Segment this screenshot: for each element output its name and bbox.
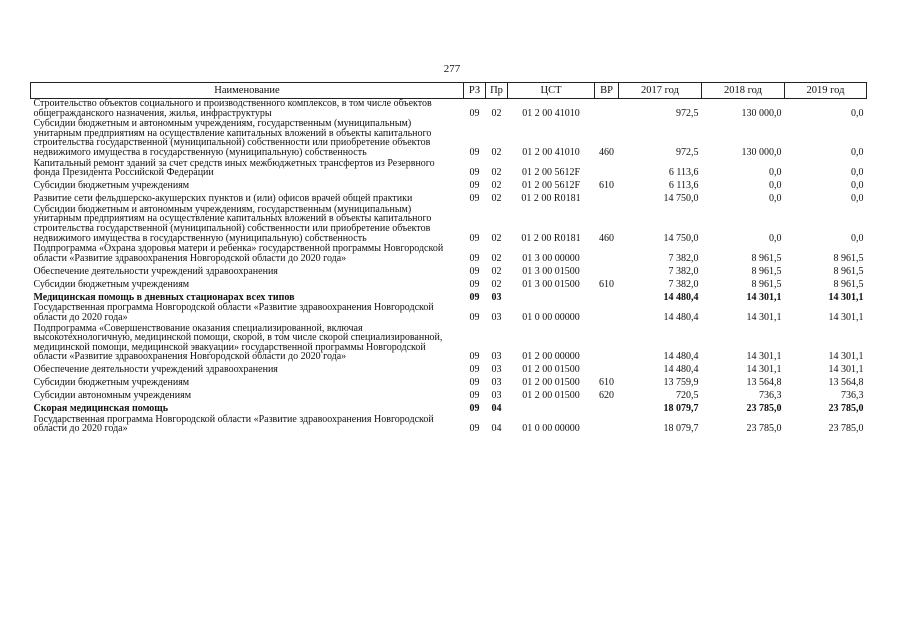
row-cst: 01 0 00 00000	[522, 311, 580, 323]
row-2019: 0,0	[851, 146, 864, 158]
row-cst: 01 2 00 5612F	[521, 180, 581, 192]
row-2017: 14 480,4	[663, 311, 699, 323]
row-2019: 8 961,5	[833, 252, 864, 264]
row-cst: 01 2 00 41010	[522, 146, 580, 158]
row-name: Субсидии бюджетным учреждениям	[33, 278, 190, 290]
row-cst: 01 2 00 41010	[522, 107, 580, 119]
row-cst: 01 0 00 00000	[522, 423, 580, 435]
row-pr: 03	[491, 351, 502, 363]
row-2017: 7 382,0	[668, 278, 699, 290]
row-2017: 7 382,0	[668, 265, 699, 277]
row-rz: 09	[469, 180, 480, 192]
row-name: Субсидии автономным учреждениям	[33, 390, 192, 402]
row-rz: 09	[469, 351, 480, 363]
row-name: Государственная программа Новгородской области «Развитие здравоохранения Новгородской области до 2020 года»	[33, 302, 434, 323]
row-pr: 03	[491, 390, 502, 402]
table-row	[31, 324, 867, 363]
row-vr	[595, 99, 619, 120]
row-name: Скорая медицинская помощь	[33, 403, 168, 415]
row-vr: 610	[599, 180, 614, 192]
row-vr	[595, 303, 619, 323]
row-rz: 09	[469, 403, 480, 415]
row-2019: 0,0	[851, 180, 864, 192]
row-name: Медицинская помощь в дневных стационарах всех типов	[33, 291, 295, 303]
row-vr	[595, 363, 619, 376]
table-row	[31, 192, 867, 205]
row-name: Субсидии бюджетным учреждениям	[33, 180, 190, 192]
row-2017: 18 079,7	[663, 403, 699, 415]
row-cst: 01 2 00 R0181	[521, 232, 581, 244]
row-2017: 972,5	[676, 146, 699, 158]
row-vr: 610	[599, 377, 614, 389]
table-row	[31, 244, 867, 264]
row-pr: 03	[491, 291, 502, 303]
column-header-2017: 2017 год	[619, 83, 702, 99]
row-vr: 620	[599, 390, 614, 402]
row-2018: 14 301,1	[746, 291, 782, 303]
row-cst: 01 2 00 R0181	[521, 193, 581, 205]
row-rz: 09	[469, 423, 480, 435]
column-header-rz: РЗ	[464, 83, 486, 99]
row-vr	[595, 192, 619, 205]
row-2018: 14 301,1	[746, 364, 782, 376]
row-name: Субсидии бюджетным и автономным учреждениям, государственным (муниципальным) унитарным предприятиям на осуществление капитальных вложений в объекты капитального строительства государственной (муниципальной) собственности или приобретение объектов недвижимого имущества в государственную (муниципальную) собственность	[33, 203, 432, 244]
table-row	[31, 159, 867, 179]
row-2019: 736,3	[841, 390, 864, 402]
row-2017: 6 113,6	[668, 180, 699, 192]
table-row	[31, 376, 867, 389]
row-rz: 09	[469, 291, 480, 303]
row-2018: 0,0	[769, 193, 782, 205]
row-2017: 14 480,4	[663, 351, 699, 363]
table-row	[31, 389, 867, 402]
row-2019: 0,0	[851, 232, 864, 244]
row-rz: 09	[469, 146, 480, 158]
row-pr: 03	[491, 311, 502, 323]
row-2019: 14 301,1	[828, 291, 864, 303]
row-2019: 0,0	[851, 193, 864, 205]
row-vr: 460	[599, 232, 614, 244]
table-row	[31, 264, 867, 277]
row-2019: 14 301,1	[828, 364, 864, 376]
row-2017: 18 079,7	[663, 423, 699, 435]
row-rz: 09	[469, 278, 480, 290]
row-2018: 0,0	[769, 232, 782, 244]
row-2018: 8 961,5	[751, 278, 782, 290]
row-rz: 09	[469, 167, 480, 179]
table-row	[31, 205, 867, 244]
row-name: Субсидии бюджетным и автономным учреждениям, государственным (муниципальным) унитарным предприятиям на осуществление капитальных вложений в объекты капитального строительства государственной (муниципальной) собственности или приобретение объектов недвижимого имущества в государственную (муниципальную) собственность	[33, 118, 432, 158]
row-cst	[508, 402, 595, 415]
row-name: Подпрограмма «Охрана здоровья матери и ребенка» государственной программы Новгородской области «Развитие здравоохранения Новгородской области до 2020 года»	[33, 243, 444, 264]
row-name: Обеспечение деятельности учреждений здравоохранения	[33, 364, 278, 376]
table-row	[31, 99, 867, 120]
row-2019: 23 785,0	[828, 403, 864, 415]
row-pr: 04	[491, 423, 502, 435]
table-row	[31, 179, 867, 192]
row-rz: 09	[469, 252, 480, 264]
row-name: Капитальный ремонт зданий за счет средств иных межбюджетных трансфертов из Резервного фонда Президента Российской Федерации	[33, 157, 435, 179]
row-cst: 01 2 00 01500	[522, 390, 580, 402]
row-vr: 460	[599, 146, 614, 158]
row-vr	[595, 324, 619, 363]
row-name: Субсидии бюджетным учреждениям	[33, 377, 190, 389]
row-cst: 01 3 00 01500	[522, 278, 580, 290]
row-cst: 01 2 00 00000	[522, 351, 580, 363]
row-rz: 09	[469, 364, 480, 376]
table-body	[31, 99, 867, 436]
row-2018: 23 785,0	[746, 403, 782, 415]
row-rz: 09	[469, 390, 480, 402]
row-pr: 02	[491, 146, 502, 158]
row-cst: 01 2 00 01500	[522, 377, 580, 389]
row-2017: 14 480,4	[663, 291, 699, 303]
row-2018: 13 564,8	[746, 377, 782, 389]
column-header-2018: 2018 год	[702, 83, 785, 99]
row-2019: 13 564,8	[828, 377, 864, 389]
row-name: Государственная программа Новгородской области «Развитие здравоохранения Новгородской области до 2020 года»	[33, 413, 434, 435]
table-row	[31, 363, 867, 376]
row-2017: 7 382,0	[668, 252, 699, 264]
row-2017: 14 480,4	[663, 364, 699, 376]
row-cst: 01 2 00 01500	[522, 364, 580, 376]
row-rz: 09	[469, 193, 480, 205]
row-rz: 09	[469, 311, 480, 323]
row-2018: 130 000,0	[741, 107, 782, 119]
row-2018: 130 000,0	[741, 146, 782, 158]
row-vr	[595, 415, 619, 435]
row-cst	[508, 290, 595, 303]
table-row	[31, 415, 867, 435]
row-2018: 23 785,0	[746, 423, 782, 435]
row-2018: 8 961,5	[751, 265, 782, 277]
row-name: Развитие сети фельдшерско-акушерских пунктов и (или) офисов врачей общей практики	[33, 193, 413, 205]
row-2017: 972,5	[676, 107, 699, 119]
row-2019: 8 961,5	[833, 265, 864, 277]
row-2017: 6 113,6	[668, 167, 699, 179]
row-name: Строительство объектов социального и производственного комплексов, в том числе объектов общегражданского назначения, жилья, инфраструктуры	[33, 98, 432, 119]
column-header-vr: ВР	[595, 83, 619, 99]
row-2018: 0,0	[769, 167, 782, 179]
row-2018: 14 301,1	[746, 311, 782, 323]
table-row	[31, 303, 867, 323]
row-2018: 0,0	[769, 180, 782, 192]
column-header-name: Наименование	[31, 83, 464, 99]
row-name: Подпрограмма «Совершенствование оказания специализированной, включая высокотехнологичную, медицинской помощи, скорой, в том числе скорой специализированной, медицинской помощи, медицинской эвакуации» государственной программы Новгородской области «Развитие здравоохранения Новгородской области до 2020 года»	[33, 322, 443, 363]
row-rz: 09	[469, 265, 480, 277]
row-2019: 0,0	[851, 167, 864, 179]
table-header-row	[31, 83, 867, 99]
row-cst: 01 3 00 01500	[522, 265, 580, 277]
budget-table	[30, 82, 867, 435]
row-pr: 02	[491, 265, 502, 277]
row-vr	[595, 264, 619, 277]
row-2018: 14 301,1	[746, 351, 782, 363]
row-2019: 23 785,0	[828, 423, 864, 435]
row-name: Обеспечение деятельности учреждений здравоохранения	[33, 265, 278, 277]
row-pr: 02	[491, 107, 502, 119]
row-pr: 02	[491, 167, 502, 179]
row-vr: 610	[599, 278, 614, 290]
row-2019: 0,0	[851, 107, 864, 119]
column-header-pr: Пр	[486, 83, 508, 99]
row-2019: 14 301,1	[828, 311, 864, 323]
row-2019: 8 961,5	[833, 278, 864, 290]
row-pr: 02	[491, 193, 502, 205]
table-row-section	[31, 402, 867, 415]
row-vr	[595, 159, 619, 179]
row-2019: 14 301,1	[828, 351, 864, 363]
row-vr	[595, 290, 619, 303]
row-2017: 14 750,0	[663, 193, 699, 205]
row-2018: 8 961,5	[751, 252, 782, 264]
row-pr: 02	[491, 180, 502, 192]
row-pr: 03	[491, 364, 502, 376]
row-vr	[595, 402, 619, 415]
row-rz: 09	[469, 377, 480, 389]
row-2017: 720,5	[676, 390, 699, 402]
row-pr: 04	[491, 403, 502, 415]
column-header-2019: 2019 год	[785, 83, 867, 99]
row-pr: 02	[491, 252, 502, 264]
row-2018: 736,3	[759, 390, 782, 402]
row-rz: 09	[469, 107, 480, 119]
table-row	[31, 119, 867, 158]
row-pr: 03	[491, 377, 502, 389]
row-rz: 09	[469, 232, 480, 244]
row-2017: 13 759,9	[663, 377, 699, 389]
page-number: 277	[443, 63, 461, 75]
row-cst: 01 2 00 5612F	[521, 167, 581, 179]
table-row	[31, 277, 867, 290]
row-vr	[595, 244, 619, 264]
row-pr: 02	[491, 232, 502, 244]
row-cst: 01 3 00 00000	[522, 252, 580, 264]
column-header-cst: ЦСТ	[508, 83, 595, 99]
row-pr: 02	[491, 278, 502, 290]
row-2017: 14 750,0	[663, 232, 699, 244]
